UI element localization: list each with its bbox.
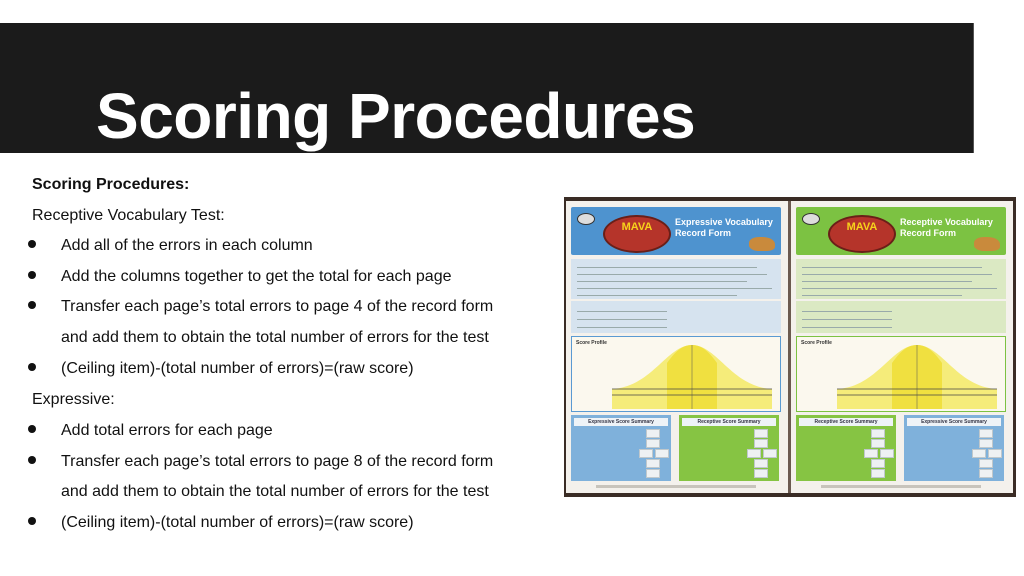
student-info-section <box>571 259 781 299</box>
form-banner <box>571 207 781 255</box>
dog-illustration-icon <box>974 237 1000 251</box>
score-profile: Score Profile <box>796 336 1006 412</box>
receptive-score-summary: Receptive Score Summary <box>679 415 779 481</box>
lizard-illustration-icon <box>749 237 775 251</box>
bullet-dot <box>28 425 36 433</box>
form-title: Receptive Vocabulary Record Form <box>900 217 993 238</box>
bullet-text: (Ceiling item)-(total number of errors)=(raw score) <box>61 360 414 377</box>
bell-curve-chart <box>837 343 997 409</box>
bullet-dot <box>28 301 36 309</box>
bullet-dot <box>28 517 36 525</box>
publisher-logo-icon <box>802 213 820 225</box>
form-title: Expressive Vocabulary Record Form <box>675 217 773 238</box>
section-label-expressive: Expressive: <box>32 391 115 408</box>
bullet-text: (Ceiling item)-(total number of errors)=(raw score) <box>61 514 414 531</box>
publisher-logo-icon <box>577 213 595 225</box>
bullet-dot <box>28 363 36 371</box>
form-banner <box>796 207 1006 255</box>
bullet-text: Add all of the errors in each column <box>61 237 313 254</box>
age-calculation-section <box>571 301 781 333</box>
record-forms-photo <box>564 197 1016 497</box>
mava-logo: MAVA <box>603 215 671 253</box>
bullet-text: Add total errors for each page <box>61 422 273 439</box>
expressive-score-summary: Expressive Score Summary <box>571 415 671 481</box>
bullet-dot <box>28 271 36 279</box>
bullet-text: Transfer each page’s total errors to page 4 of the record form <box>61 298 494 315</box>
slide-title: Scoring Procedures <box>96 80 696 152</box>
bullet-text: Add the columns together to get the total for each page <box>61 268 452 285</box>
expressive-record-form <box>566 201 788 493</box>
section-label-receptive: Receptive Vocabulary Test: <box>32 207 225 224</box>
mava-logo: MAVA <box>828 215 896 253</box>
student-info-section <box>796 259 1006 299</box>
content-heading: Scoring Procedures: <box>32 176 190 193</box>
bullet-text-continued: and add them to obtain the total number of errors for the test <box>61 329 489 346</box>
bullet-text-continued: and add them to obtain the total number of errors for the test <box>61 483 489 500</box>
receptive-record-form <box>791 201 1013 493</box>
bullet-dot <box>28 456 36 464</box>
score-profile: Score Profile <box>571 336 781 412</box>
bullet-dot <box>28 240 36 248</box>
expressive-score-summary: Expressive Score Summary <box>904 415 1004 481</box>
age-calculation-section <box>796 301 1006 333</box>
bell-curve-chart <box>612 343 772 409</box>
bullet-text: Transfer each page’s total errors to page 8 of the record form <box>61 453 494 470</box>
receptive-score-summary: Receptive Score Summary <box>796 415 896 481</box>
